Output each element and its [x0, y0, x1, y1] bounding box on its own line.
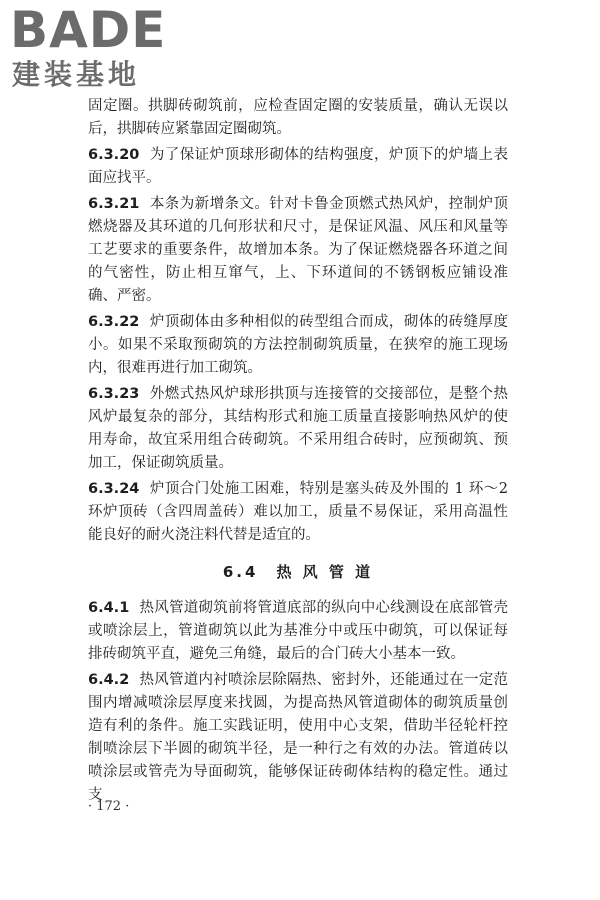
paragraph-text: 固定圈。拱脚砖砌筑前，应检查固定圈的安装质量，确认无误以后，拱脚砖应紧靠固定圈砌筑。 — [88, 98, 508, 137]
clause-6-3-22 — [88, 311, 508, 380]
section-heading: 6.4 热 风 管 道 — [222, 563, 374, 581]
document-body — [88, 95, 508, 807]
clause-6-3-21 — [88, 193, 508, 308]
clause-number: 6.3.21 — [88, 196, 140, 212]
clause-6-4-1 — [88, 597, 508, 666]
clause-text: 外燃式热风炉球形拱顶与连接管的交接部位，是整个热风炉最复杂的部分，其结构形式和施工质量直接影响热风炉的使用寿命，故宜采用组合砖砌筑。不采用组合砖时，应预砌筑、预加工，保证砌筑质量。 — [88, 386, 508, 471]
site-logo — [10, 2, 180, 94]
page-number: · 172 · — [88, 799, 130, 814]
clause-number: 6.3.24 — [88, 481, 140, 497]
clause-text: 炉顶砌体由多种相似的砖型组合而成，砌体的砖缝厚度小。如果不采取预砌筑的方法控制砌筑质量，在狭窄的施工现场内，很难再进行加工砌筑。 — [88, 314, 508, 376]
logo-wordmark: BADE — [10, 1, 167, 59]
clause-text: 炉顶合门处施工困难，特别是塞头砖及外围的 1 环～2 环炉顶砖（含四周盖砖）难以加工，质量不易保证，采用高温性能良好的耐火浇注料代替是适宜的。 — [88, 481, 508, 543]
clause-number: 6.3.22 — [88, 314, 140, 330]
clause-number: 6.3.23 — [88, 386, 140, 402]
clause-number: 6.3.20 — [88, 147, 140, 163]
clause-text: 热风管道内衬喷涂层除隔热、密封外，还能通过在一定范围内增减喷涂层厚度来找圆，为提高热风管道砌体的砌筑质量创造有利的条件。施工实践证明，使用中心支架，借助半径轮杆控制喷涂层下半圆的砌筑半径，是一种行之有效的办法。管道砖以喷涂层或管壳为导面砌筑，能够保证砖砌体结构的稳定性。通过支 — [88, 672, 508, 803]
clause-text: 本条为新增条文。针对卡鲁金顶燃式热风炉，控制炉顶燃烧器及其环道的几何形状和尺寸，是保证风温、风压和风量等工艺要求的重要条件，故增加本条。为了保证燃烧器各环道之间的气密性，防止相互窜气，上、下环道间的不锈钢板应铺设准确、严密。 — [88, 196, 508, 304]
paragraph-continued — [88, 95, 508, 141]
clause-6-3-24 — [88, 478, 508, 547]
clause-number: 6.4.2 — [88, 672, 130, 688]
clause-number: 6.4.1 — [88, 600, 130, 616]
clause-text: 热风管道砌筑前将管道底部的纵向中心线测设在底部管壳或喷涂层上，管道砌筑以此为基准分中或压中砌筑，可以保证每排砖砌筑平直，避免三角缝，最后的合门砖大小基本一致。 — [88, 600, 508, 662]
logo-subtitle: 建装基地 — [12, 58, 141, 91]
clause-6-3-23 — [88, 383, 508, 475]
clause-6-4-2 — [88, 669, 508, 807]
clause-text: 为了保证炉顶球形砌体的结构强度，炉顶下的炉墙上表面应找平。 — [88, 147, 508, 186]
clause-6-3-20 — [88, 144, 508, 190]
